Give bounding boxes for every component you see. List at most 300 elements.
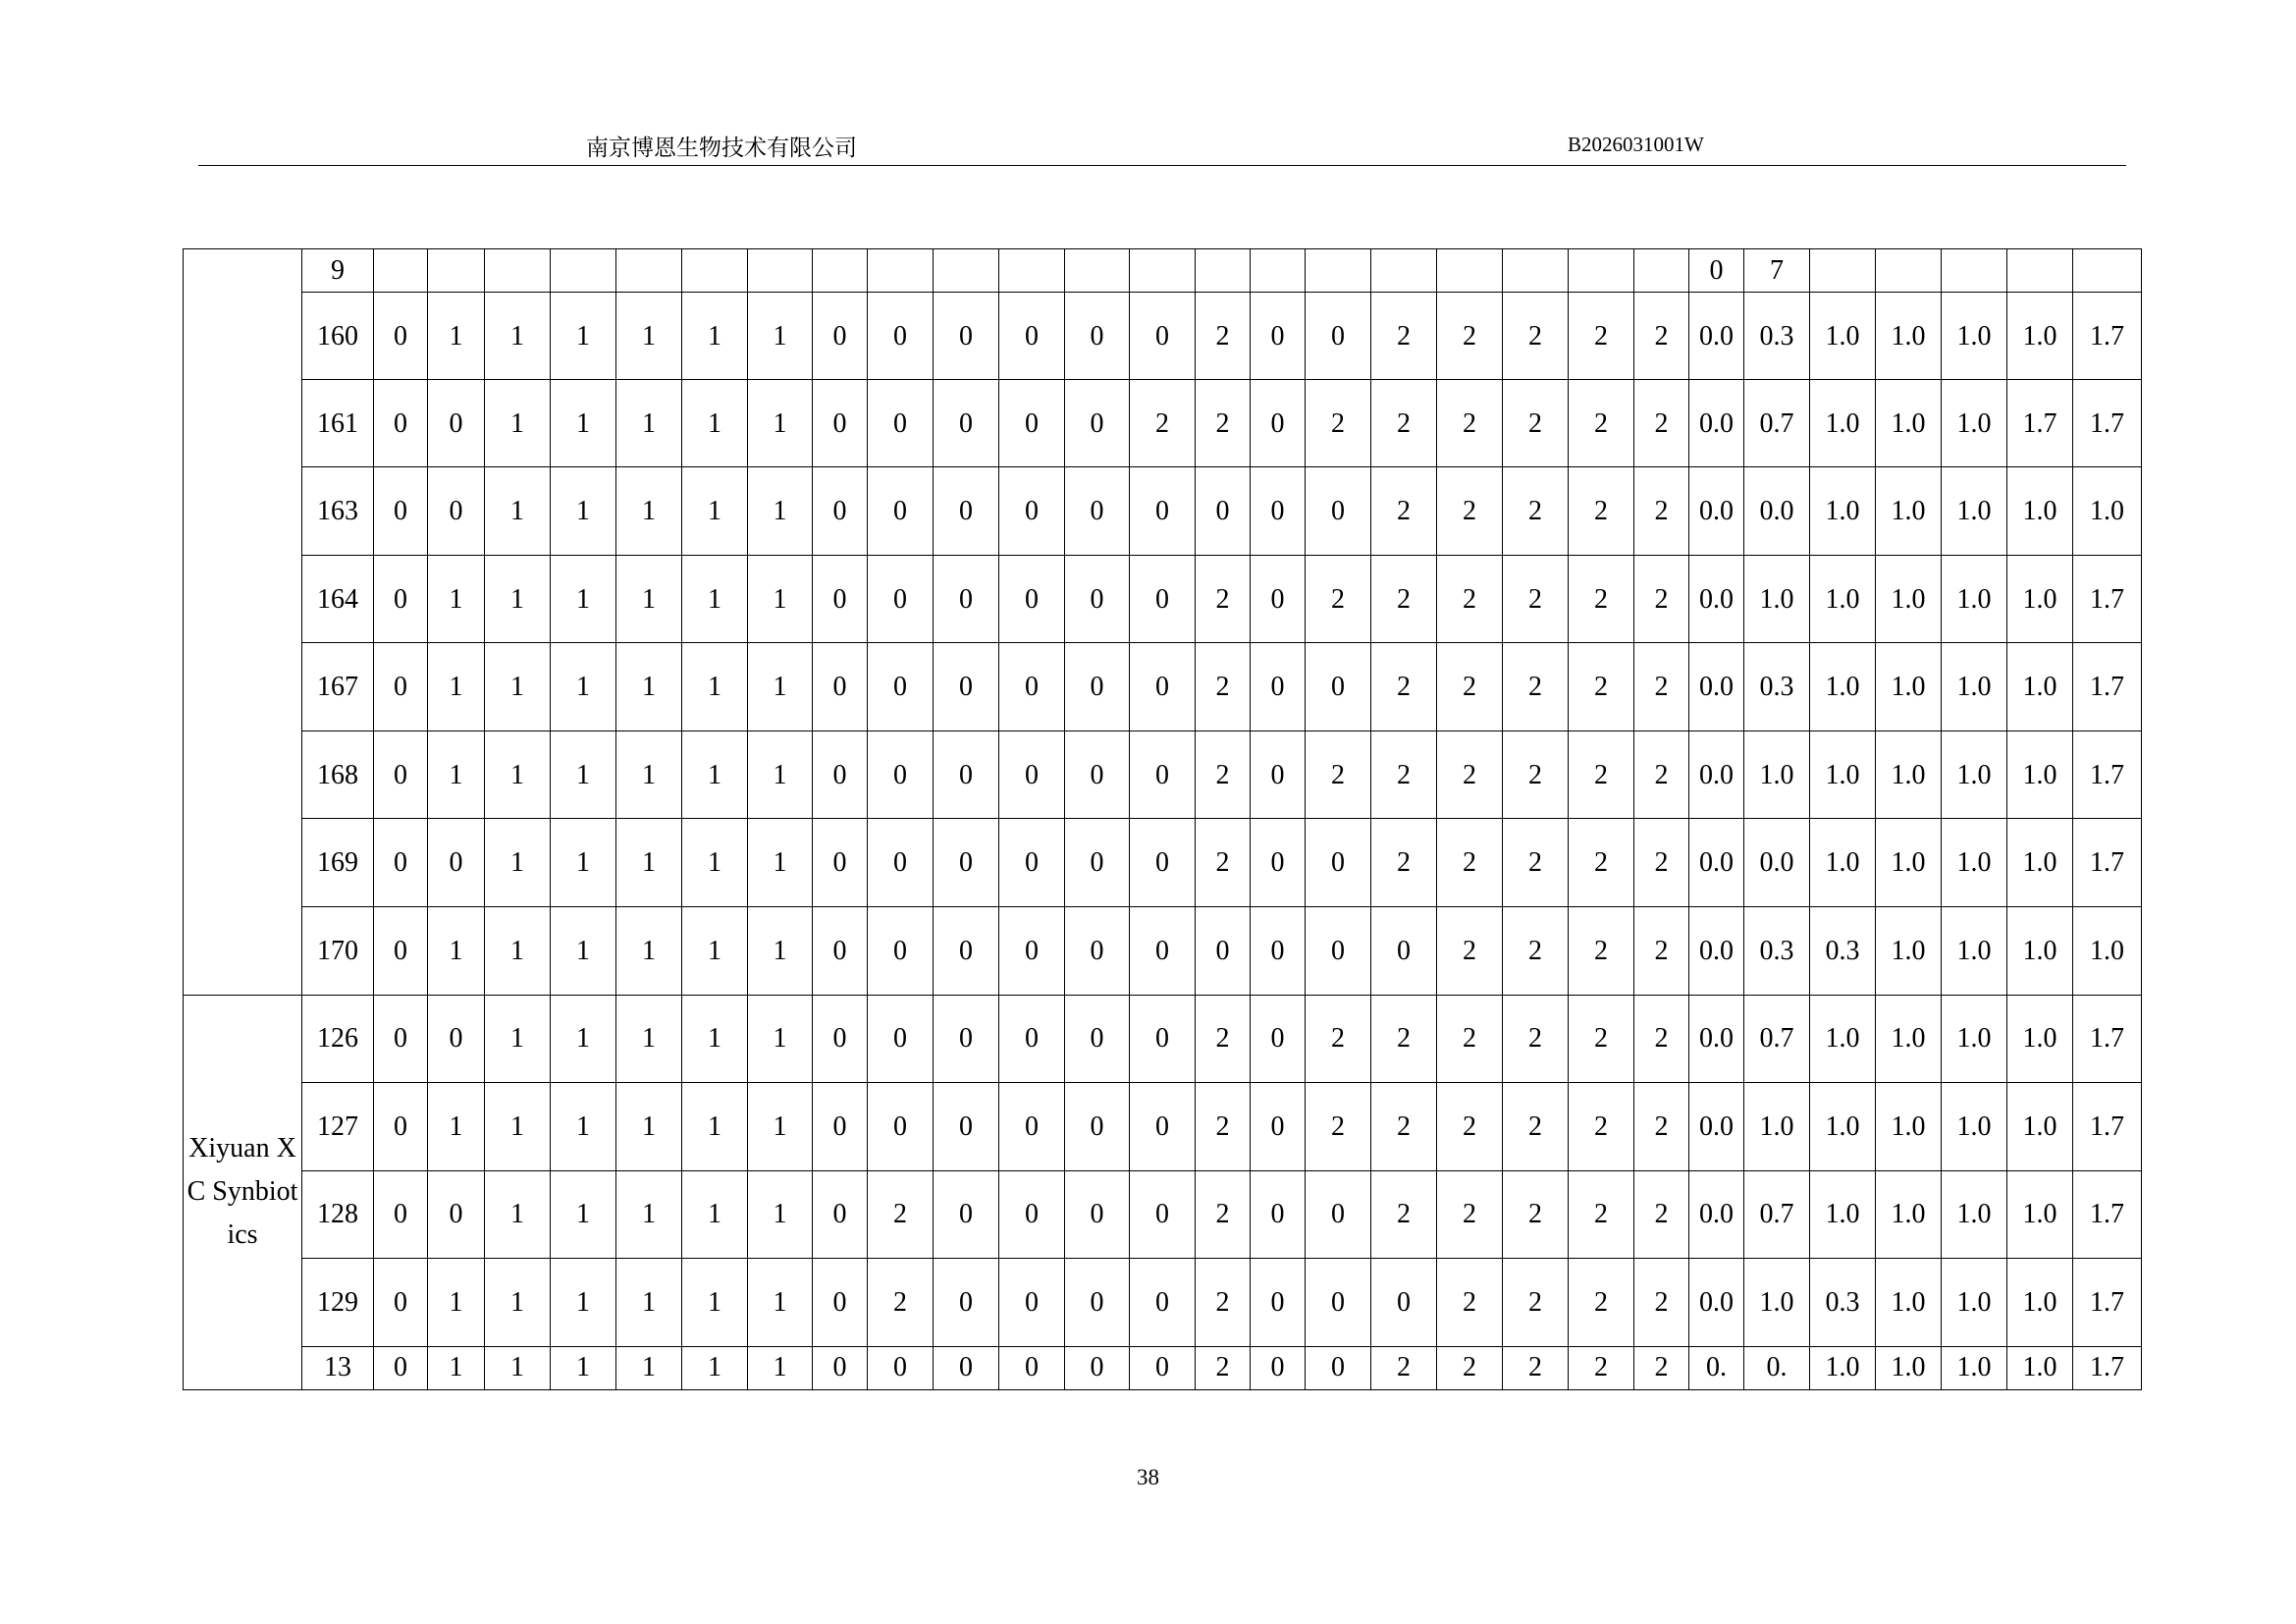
- value-cell: 1: [682, 555, 748, 643]
- value-cell: 0: [934, 731, 999, 819]
- value-cell: 2: [1196, 995, 1251, 1083]
- value-cell: 1.7: [2073, 1259, 2142, 1347]
- value-cell: 0: [813, 467, 868, 556]
- value-cell: 1.0: [1744, 1259, 1810, 1347]
- value-cell: 2: [1437, 1346, 1503, 1389]
- value-cell: 0: [1251, 467, 1306, 556]
- value-cell: 2: [1371, 293, 1437, 380]
- value-cell: 2: [1569, 467, 1634, 556]
- value-cell: 1.0: [1876, 643, 1942, 731]
- value-cell: 1: [485, 293, 551, 380]
- sample-id-cell: 163: [302, 467, 374, 556]
- value-cell: 1: [485, 1170, 551, 1259]
- value-cell: 0: [868, 467, 934, 556]
- value-cell: 0: [934, 379, 999, 467]
- value-cell: 2: [1306, 731, 1371, 819]
- value-cell: 1.0: [1942, 731, 2007, 819]
- value-cell: 1: [485, 819, 551, 907]
- value-cell: 1: [551, 1083, 616, 1171]
- value-cell: [813, 249, 868, 293]
- value-cell: 1: [551, 643, 616, 731]
- value-cell: 7: [1744, 249, 1810, 293]
- value-cell: 0: [813, 1083, 868, 1171]
- value-cell: [1810, 249, 1876, 293]
- value-cell: [1634, 249, 1689, 293]
- value-cell: 1: [748, 1259, 813, 1347]
- value-cell: 2: [1503, 1083, 1569, 1171]
- value-cell: 2: [1196, 1259, 1251, 1347]
- value-cell: 1: [616, 1259, 682, 1347]
- value-cell: 0: [999, 467, 1065, 556]
- value-cell: 0: [1196, 467, 1251, 556]
- value-cell: 2: [1634, 906, 1689, 995]
- value-cell: 2: [1569, 1170, 1634, 1259]
- value-cell: 1.7: [2007, 379, 2073, 467]
- value-cell: 1.0: [2007, 906, 2073, 995]
- value-cell: 2: [1196, 731, 1251, 819]
- value-cell: 1.0: [1876, 555, 1942, 643]
- value-cell: 1.0: [1942, 1083, 2007, 1171]
- value-cell: 1.7: [2073, 819, 2142, 907]
- value-cell: 2: [1437, 906, 1503, 995]
- value-cell: 0: [1251, 379, 1306, 467]
- value-cell: 0: [1306, 293, 1371, 380]
- data-table: [183, 248, 2142, 1390]
- value-cell: [748, 249, 813, 293]
- value-cell: 1: [551, 1346, 616, 1389]
- value-cell: 0: [1130, 906, 1196, 995]
- value-cell: 2: [1503, 731, 1569, 819]
- value-cell: [934, 249, 999, 293]
- sample-id-cell: 168: [302, 731, 374, 819]
- value-cell: 2: [1196, 293, 1251, 380]
- value-cell: 0: [1251, 906, 1306, 995]
- value-cell: 1.0: [1942, 555, 2007, 643]
- value-cell: 1.0: [1810, 1170, 1876, 1259]
- value-cell: 1.0: [1810, 731, 1876, 819]
- value-cell: 0: [1251, 293, 1306, 380]
- value-cell: 0.0: [1689, 1083, 1744, 1171]
- value-cell: 2: [1503, 293, 1569, 380]
- value-cell: 1: [428, 1259, 485, 1347]
- value-cell: 2: [1130, 379, 1196, 467]
- table-row: [184, 555, 2142, 643]
- value-cell: 0.: [1689, 1346, 1744, 1389]
- value-cell: 1: [428, 1083, 485, 1171]
- value-cell: 0: [1130, 1170, 1196, 1259]
- value-cell: 0: [374, 1346, 428, 1389]
- value-cell: 0: [374, 731, 428, 819]
- value-cell: 0: [934, 1346, 999, 1389]
- value-cell: 1: [748, 1170, 813, 1259]
- value-cell: 1.0: [1876, 1346, 1942, 1389]
- value-cell: 2: [1437, 819, 1503, 907]
- value-cell: 2: [1196, 1083, 1251, 1171]
- value-cell: 0: [999, 643, 1065, 731]
- value-cell: 2: [1371, 643, 1437, 731]
- value-cell: 1.0: [2007, 1346, 2073, 1389]
- value-cell: 2: [868, 1170, 934, 1259]
- value-cell: 0: [374, 1259, 428, 1347]
- value-cell: 1: [682, 1083, 748, 1171]
- value-cell: [1306, 249, 1371, 293]
- table-row: [184, 995, 2142, 1083]
- value-cell: 0: [934, 995, 999, 1083]
- value-cell: 2: [1371, 819, 1437, 907]
- value-cell: 1: [748, 731, 813, 819]
- value-cell: 2: [1634, 293, 1689, 380]
- value-cell: 0: [1130, 643, 1196, 731]
- value-cell: 1.0: [1942, 819, 2007, 907]
- value-cell: 1: [551, 467, 616, 556]
- value-cell: 1.0: [1942, 293, 2007, 380]
- table-row: [184, 643, 2142, 731]
- value-cell: 2: [1196, 555, 1251, 643]
- value-cell: 0: [1065, 906, 1130, 995]
- value-cell: 2: [1503, 467, 1569, 556]
- sample-id-cell: 160: [302, 293, 374, 380]
- value-cell: [682, 249, 748, 293]
- value-cell: [1371, 249, 1437, 293]
- value-cell: 1: [485, 555, 551, 643]
- value-cell: 1.0: [2007, 1083, 2073, 1171]
- value-cell: 1.0: [1942, 643, 2007, 731]
- value-cell: 1: [616, 819, 682, 907]
- value-cell: 0: [813, 643, 868, 731]
- value-cell: 0: [428, 819, 485, 907]
- value-cell: 1.0: [1744, 555, 1810, 643]
- value-cell: 1: [682, 731, 748, 819]
- value-cell: 0: [934, 1083, 999, 1171]
- value-cell: 0: [374, 819, 428, 907]
- value-cell: 1: [682, 1346, 748, 1389]
- value-cell: 2: [1306, 1083, 1371, 1171]
- value-cell: 0: [999, 1259, 1065, 1347]
- value-cell: 2: [1503, 1170, 1569, 1259]
- value-cell: [2007, 249, 2073, 293]
- value-cell: 0: [374, 467, 428, 556]
- value-cell: 1: [682, 1170, 748, 1259]
- value-cell: 0: [1251, 1346, 1306, 1389]
- value-cell: 1: [682, 467, 748, 556]
- value-cell: 0: [934, 819, 999, 907]
- value-cell: 0: [1065, 555, 1130, 643]
- value-cell: 1.7: [2073, 995, 2142, 1083]
- value-cell: 1.0: [1810, 293, 1876, 380]
- value-cell: 1.0: [2007, 819, 2073, 907]
- value-cell: 0: [1251, 819, 1306, 907]
- value-cell: 0: [868, 1083, 934, 1171]
- value-cell: [374, 249, 428, 293]
- value-cell: 0: [1251, 995, 1306, 1083]
- value-cell: 0: [1306, 1346, 1371, 1389]
- value-cell: [1251, 249, 1306, 293]
- value-cell: 1: [485, 379, 551, 467]
- value-cell: 0.0: [1689, 1170, 1744, 1259]
- value-cell: 0: [374, 1170, 428, 1259]
- value-cell: 2: [1196, 643, 1251, 731]
- value-cell: 2: [1437, 643, 1503, 731]
- value-cell: 0: [813, 293, 868, 380]
- value-cell: 1: [551, 731, 616, 819]
- value-cell: 0: [1251, 555, 1306, 643]
- value-cell: 2: [1371, 467, 1437, 556]
- value-cell: 0: [1065, 643, 1130, 731]
- header-report-id: B2026031001W: [1568, 133, 1704, 156]
- value-cell: 1.0: [1942, 906, 2007, 995]
- header-divider: [198, 165, 2126, 166]
- value-cell: 0: [1065, 1083, 1130, 1171]
- value-cell: 0.3: [1744, 293, 1810, 380]
- value-cell: 0: [1065, 379, 1130, 467]
- value-cell: 1: [748, 467, 813, 556]
- value-cell: 1: [748, 906, 813, 995]
- value-cell: 1: [616, 731, 682, 819]
- value-cell: 1.0: [1810, 467, 1876, 556]
- value-cell: 1: [428, 555, 485, 643]
- value-cell: 1: [551, 555, 616, 643]
- value-cell: 2: [1306, 379, 1371, 467]
- value-cell: 0: [1130, 819, 1196, 907]
- value-cell: 2: [1437, 1259, 1503, 1347]
- value-cell: 1: [551, 293, 616, 380]
- value-cell: 0: [934, 643, 999, 731]
- value-cell: [1065, 249, 1130, 293]
- value-cell: 2: [1634, 1259, 1689, 1347]
- sample-id-cell: 164: [302, 555, 374, 643]
- value-cell: 0: [374, 995, 428, 1083]
- value-cell: [999, 249, 1065, 293]
- sample-id-cell: 13: [302, 1346, 374, 1389]
- value-cell: 2: [1437, 1170, 1503, 1259]
- value-cell: 1.0: [1744, 731, 1810, 819]
- value-cell: 1: [616, 555, 682, 643]
- sample-id-cell: 129: [302, 1259, 374, 1347]
- value-cell: 0: [1371, 1259, 1437, 1347]
- value-cell: 0.0: [1689, 995, 1744, 1083]
- value-cell: 0.0: [1689, 906, 1744, 995]
- value-cell: 1.0: [1942, 379, 2007, 467]
- value-cell: [1503, 249, 1569, 293]
- value-cell: 1.0: [2007, 731, 2073, 819]
- value-cell: 2: [1503, 906, 1569, 995]
- value-cell: 1: [748, 555, 813, 643]
- value-cell: 0: [374, 906, 428, 995]
- value-cell: 1.7: [2073, 555, 2142, 643]
- value-cell: 0.3: [1744, 906, 1810, 995]
- value-cell: 0.3: [1744, 643, 1810, 731]
- value-cell: 0: [934, 906, 999, 995]
- value-cell: 0: [868, 379, 934, 467]
- value-cell: 1.7: [2073, 643, 2142, 731]
- value-cell: [1942, 249, 2007, 293]
- value-cell: 0.3: [1810, 906, 1876, 995]
- value-cell: 0.0: [1744, 467, 1810, 556]
- value-cell: 0: [999, 1170, 1065, 1259]
- value-cell: 1.0: [1876, 731, 1942, 819]
- value-cell: 0: [1306, 1170, 1371, 1259]
- sample-id-cell: 126: [302, 995, 374, 1083]
- value-cell: 1: [616, 1170, 682, 1259]
- value-cell: [2073, 249, 2142, 293]
- value-cell: 2: [1371, 995, 1437, 1083]
- value-cell: 2: [1196, 1170, 1251, 1259]
- value-cell: 2: [1634, 819, 1689, 907]
- value-cell: 0: [868, 293, 934, 380]
- value-cell: 2: [1569, 819, 1634, 907]
- value-cell: 0: [1196, 906, 1251, 995]
- value-cell: 2: [1371, 379, 1437, 467]
- value-cell: 0.7: [1744, 1170, 1810, 1259]
- value-cell: 1.7: [2073, 1346, 2142, 1389]
- value-cell: 1: [682, 995, 748, 1083]
- value-cell: 2: [1569, 379, 1634, 467]
- value-cell: 0: [868, 555, 934, 643]
- value-cell: 2: [1634, 1346, 1689, 1389]
- value-cell: 1.0: [2073, 906, 2142, 995]
- value-cell: 1: [485, 1083, 551, 1171]
- value-cell: 1.0: [2007, 467, 2073, 556]
- value-cell: [616, 249, 682, 293]
- value-cell: 2: [1634, 467, 1689, 556]
- value-cell: 0: [1306, 906, 1371, 995]
- value-cell: [1876, 249, 1942, 293]
- value-cell: 0: [374, 1083, 428, 1171]
- value-cell: 0: [934, 293, 999, 380]
- value-cell: 2: [1634, 643, 1689, 731]
- value-cell: 0: [999, 555, 1065, 643]
- value-cell: 0: [999, 819, 1065, 907]
- value-cell: [1130, 249, 1196, 293]
- value-cell: 0.7: [1744, 379, 1810, 467]
- value-cell: 1.0: [2007, 293, 2073, 380]
- value-cell: 0: [813, 995, 868, 1083]
- value-cell: 0: [868, 1346, 934, 1389]
- value-cell: 1: [616, 379, 682, 467]
- value-cell: 0: [1130, 467, 1196, 556]
- value-cell: 0: [1251, 1170, 1306, 1259]
- value-cell: 1: [616, 1346, 682, 1389]
- value-cell: 0: [868, 731, 934, 819]
- value-cell: 1: [616, 293, 682, 380]
- value-cell: 1: [485, 1259, 551, 1347]
- value-cell: 2: [1196, 379, 1251, 467]
- group-label-cell: [184, 249, 302, 996]
- value-cell: 1.0: [1942, 1170, 2007, 1259]
- value-cell: 1.0: [1810, 643, 1876, 731]
- value-cell: 1.7: [2073, 1083, 2142, 1171]
- value-cell: 0: [999, 379, 1065, 467]
- sample-id-cell: 161: [302, 379, 374, 467]
- value-cell: 1.0: [2007, 555, 2073, 643]
- value-cell: 0.3: [1810, 1259, 1876, 1347]
- value-cell: 2: [1306, 995, 1371, 1083]
- value-cell: 1.0: [1810, 819, 1876, 907]
- value-cell: 0: [1065, 731, 1130, 819]
- value-cell: 0: [868, 643, 934, 731]
- value-cell: 1: [551, 995, 616, 1083]
- data-table-body: [184, 249, 2142, 1390]
- value-cell: 2: [1634, 731, 1689, 819]
- value-cell: 1.0: [2007, 995, 2073, 1083]
- value-cell: 2: [1503, 379, 1569, 467]
- value-cell: 0: [813, 1346, 868, 1389]
- value-cell: 0: [1130, 293, 1196, 380]
- sample-id-cell: 127: [302, 1083, 374, 1171]
- value-cell: 0: [1065, 1346, 1130, 1389]
- value-cell: 1: [428, 731, 485, 819]
- value-cell: [1437, 249, 1503, 293]
- table-row: [184, 1170, 2142, 1259]
- value-cell: 0: [1065, 995, 1130, 1083]
- value-cell: 0: [1251, 1259, 1306, 1347]
- value-cell: 0: [1306, 819, 1371, 907]
- value-cell: 0: [1065, 819, 1130, 907]
- value-cell: 1: [616, 467, 682, 556]
- value-cell: 1: [748, 1083, 813, 1171]
- value-cell: 0: [868, 819, 934, 907]
- value-cell: 2: [1569, 1259, 1634, 1347]
- value-cell: 2: [1437, 731, 1503, 819]
- value-cell: 0: [999, 1346, 1065, 1389]
- value-cell: [868, 249, 934, 293]
- value-cell: 0: [1371, 906, 1437, 995]
- value-cell: 0: [1251, 643, 1306, 731]
- value-cell: 2: [1634, 1170, 1689, 1259]
- value-cell: 0.0: [1689, 643, 1744, 731]
- value-cell: 2: [1371, 1083, 1437, 1171]
- value-cell: 1.0: [1942, 1259, 2007, 1347]
- value-cell: 2: [1569, 906, 1634, 995]
- group-label-cell: Xiyuan XC Synbiotics: [184, 995, 302, 1389]
- value-cell: 0: [868, 995, 934, 1083]
- value-cell: 1.7: [2073, 293, 2142, 380]
- value-cell: 2: [1634, 1083, 1689, 1171]
- value-cell: 0.0: [1689, 555, 1744, 643]
- value-cell: 1: [682, 379, 748, 467]
- value-cell: 2: [1437, 379, 1503, 467]
- table-row: [184, 1259, 2142, 1347]
- value-cell: 0: [999, 1083, 1065, 1171]
- value-cell: 0: [374, 555, 428, 643]
- value-cell: 1: [551, 819, 616, 907]
- value-cell: 2: [1503, 819, 1569, 907]
- value-cell: 1: [748, 819, 813, 907]
- value-cell: 0: [1251, 731, 1306, 819]
- value-cell: 1.0: [2073, 467, 2142, 556]
- value-cell: 0: [999, 995, 1065, 1083]
- value-cell: 0.0: [1689, 467, 1744, 556]
- value-cell: 0: [1306, 467, 1371, 556]
- value-cell: 1: [485, 731, 551, 819]
- value-cell: 0: [1130, 1259, 1196, 1347]
- value-cell: 1.0: [1810, 555, 1876, 643]
- value-cell: 1.0: [1744, 1083, 1810, 1171]
- value-cell: 0: [1130, 995, 1196, 1083]
- value-cell: 2: [1634, 379, 1689, 467]
- value-cell: 2: [1503, 1259, 1569, 1347]
- value-cell: 0: [813, 1259, 868, 1347]
- value-cell: 1: [682, 819, 748, 907]
- value-cell: 0: [374, 293, 428, 380]
- value-cell: 1.7: [2073, 379, 2142, 467]
- value-cell: 0: [1130, 555, 1196, 643]
- value-cell: 1.0: [1876, 1259, 1942, 1347]
- value-cell: 0.0: [1744, 819, 1810, 907]
- value-cell: 0: [1130, 1083, 1196, 1171]
- value-cell: 2: [1569, 555, 1634, 643]
- value-cell: 1.0: [1876, 1083, 1942, 1171]
